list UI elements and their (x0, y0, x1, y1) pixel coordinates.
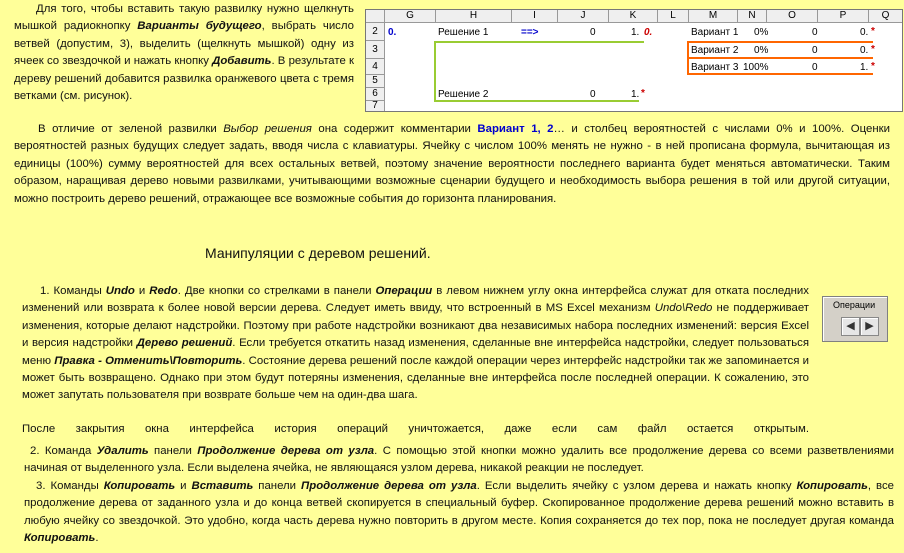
cell-m3: Вариант 2 (691, 45, 739, 56)
item-2-delete (24, 443, 894, 478)
column-header: G (385, 10, 436, 23)
item1-bold-undo: Undo (105, 285, 135, 297)
arrow-left-icon: ◀ (846, 320, 855, 332)
cell-l2: 0. (644, 27, 653, 38)
star-marker[interactable]: * (641, 88, 645, 99)
item2-text-3: . С помощью этой кнопки можно удалить все продолжение дерева со всеми разветвлениями начиная от выделенного узла. Если выделена ячейка, не являющаяся узлом дерева, никакой реакции не последует. (24, 445, 894, 475)
cell-n2: 0% (754, 27, 769, 38)
cell-m2: Вариант 1 (691, 27, 739, 38)
cell-j6: 0 (590, 89, 596, 100)
intro-bold-1: Варианты будущего (137, 20, 262, 33)
orange-branch-line-2 (687, 57, 873, 59)
item-1-undo-redo (22, 283, 809, 405)
corner-cell (366, 10, 385, 23)
item3-bold-panel: Продолжение дерева от узла (301, 480, 477, 492)
cell-k2: 1. (631, 27, 640, 38)
cell-g2: 0. (388, 27, 397, 38)
row-header: 2 (366, 23, 385, 41)
column-header: L (658, 10, 689, 23)
cell-i2: ==> (521, 27, 539, 38)
cell-n3: 0% (754, 45, 769, 56)
after-close-note: После закрытия окна интерфейса история операций уничтожается, даже если сам файл остается открытым. (22, 423, 809, 435)
item1-text-5: не поддерживает изменения, которые делают надстройки. Поэтому при работе надстройки возникают два независимых набора последних изменений: версия Excel и версия надстройки (22, 302, 810, 350)
item3-text-4: . Если выделить ячейку с узлом дерева и нажать кнопку (476, 480, 797, 492)
column-header: I (512, 10, 558, 23)
para2-text-1: В отличие от зеленой развилки (38, 123, 224, 135)
item3-bold-copy-3: Копировать (24, 532, 96, 545)
para2-blue-text: Вариант 1, 2 (477, 123, 554, 135)
row-header: 5 (366, 75, 385, 88)
intro-text-2: , выбрать число ветвей (допустим, 3), выделить (щелкнуть мышкой) одну из ячеек со звездочкой и нажать кнопку (14, 20, 354, 68)
item3-bold-copy: Копировать (103, 480, 176, 492)
row-header: 3 (366, 41, 385, 59)
intro-text-1: Для того, чтобы вставить такую развилку нужно щелкнуть мышкой радиокнопку (14, 3, 354, 33)
item3-text-2: и (175, 480, 192, 492)
column-header: O (767, 10, 818, 23)
item3-text-5: , все продолжение дерева от заданного узла и до конца ветвей скопируется в специальный буфер. Скопированное продолжение дерева решений можно вставить в любую ячейку со звездочкой. Это удобно, когда часть дерева нужно повторить в другом месте. Копия сохраняется до тех пор, пока не последует другая команда (24, 480, 894, 527)
column-header: J (558, 10, 609, 23)
cell-k6: 1. (631, 89, 640, 100)
column-header: N (738, 10, 767, 23)
paragraph-probabilities (14, 121, 890, 208)
cell-j2: 0 (590, 27, 596, 38)
item1-text-1: 1. Команды (40, 285, 106, 297)
intro-text-3: . В результате к дереву решений добавится развилка оранжевого цвета с тремя ветками (см. рисунок). (14, 55, 354, 103)
column-header: M (689, 10, 738, 23)
green-branch-vertical (434, 41, 436, 102)
column-header: K (609, 10, 658, 23)
item3-bold-copy-2: Копировать (796, 480, 868, 492)
item1-bold-operations: Операции (375, 285, 433, 297)
item1-text-6: . Если требуется откатить назад изменения, сделанные вне интерфейса надстройки, следует пользоваться меню (22, 337, 809, 367)
cell-o2: 0 (812, 27, 818, 38)
orange-branch-line-1 (687, 41, 873, 43)
item1-text-4: в левом нижнем углу окна интерфейса служат для отката последних изменений или возврата к более новой версии дерева. Следует иметь ввиду, что встроенный в MS Excel механизм (22, 285, 809, 315)
cell-p4: 1. (860, 62, 869, 73)
intro-paragraph (14, 1, 354, 105)
item1-text-2: и (134, 285, 150, 297)
cell-p3: 0. (860, 45, 869, 56)
para2-text-2: она содержит комментарии (311, 123, 478, 135)
row-header: 6 (366, 88, 385, 101)
row-header: 4 (366, 59, 385, 75)
cell-o4: 0 (812, 62, 818, 73)
star-marker[interactable]: * (871, 61, 875, 72)
item3-bold-paste: Вставить (191, 480, 254, 492)
star-marker[interactable]: * (871, 26, 875, 37)
spreadsheet-figure (365, 9, 903, 112)
item2-bold-delete: Удалить (96, 445, 149, 457)
item1-bold-decision-tree: Дерево решений (136, 337, 233, 350)
item1-text-7: . Состояние дерева решений после каждой операции через интерфейс надстройки так же запоминается и может быть возвращено. Однако при этом будут потеряны изменения, сделанные вне интерфейса после последней операции. К сожалению, это может запутать пользователя при возврате больше чем на один-два шага. (22, 354, 810, 402)
cell-m4: Вариант 3 (691, 62, 739, 73)
item1-bold-redo: Redo (149, 285, 178, 297)
section-heading: Манипуляции с деревом решений. (205, 245, 431, 261)
cell-p2: 0. (860, 27, 869, 38)
cell-o3: 0 (812, 45, 818, 56)
redo-button[interactable] (860, 317, 879, 336)
operations-panel (822, 296, 888, 342)
cell-h2: Решение 1 (438, 27, 489, 38)
item3-text-3: панели (253, 480, 302, 492)
item1-bold-menu-path: Правка - Отменить\Повторить (54, 354, 243, 367)
item3-text-6: . (95, 532, 99, 545)
column-header: H (436, 10, 512, 23)
item3-text-1: 3. Команды (36, 480, 104, 492)
arrow-right-icon: ▶ (865, 320, 874, 332)
green-branch-line-1 (434, 41, 644, 43)
column-header: Q (869, 10, 902, 23)
para2-italic-1: Выбор решения (223, 123, 312, 135)
cell-n4: 100% (743, 62, 769, 73)
item1-italic-undo-redo: Undo\Redo (654, 302, 713, 315)
cell-h6: Решение 2 (438, 89, 489, 100)
item2-bold-panel: Продолжение дерева от узла (197, 445, 375, 457)
item-3-copy-paste (24, 478, 894, 548)
item1-text-3: . Две кнопки со стрелками в панели (177, 285, 376, 297)
star-marker[interactable]: * (871, 44, 875, 55)
operations-panel-title: Операции (833, 300, 876, 310)
item2-text-1: 2. Команда (30, 445, 97, 457)
column-header: P (818, 10, 869, 23)
intro-bold-2: Добавить (212, 55, 272, 68)
row-header: 7 (366, 101, 385, 111)
item2-text-2: панели (148, 445, 198, 457)
undo-button[interactable] (841, 317, 860, 336)
para2-text-3: … и столбец вероятностей с числами 0% и 100%. Оценки вероятностей разных будущих следует задать, вводя числа с клавиатуры. Ячейку с числом 100% менять не нужно - в ней прописана формула, вычитающая из единицы (100%) сумму вероятностей для всех остальных ветвей, поэтому значение вероятности последнего варианта будет меняться автоматически. Таким образом, наращивая дерево новыми развилками, учитывающими возможные сценарии будущего и необходимость выбора решения в той или другой ситуации, можно построить дерево решений, отражающее все возможные события до горизонта планирования. (14, 123, 891, 205)
